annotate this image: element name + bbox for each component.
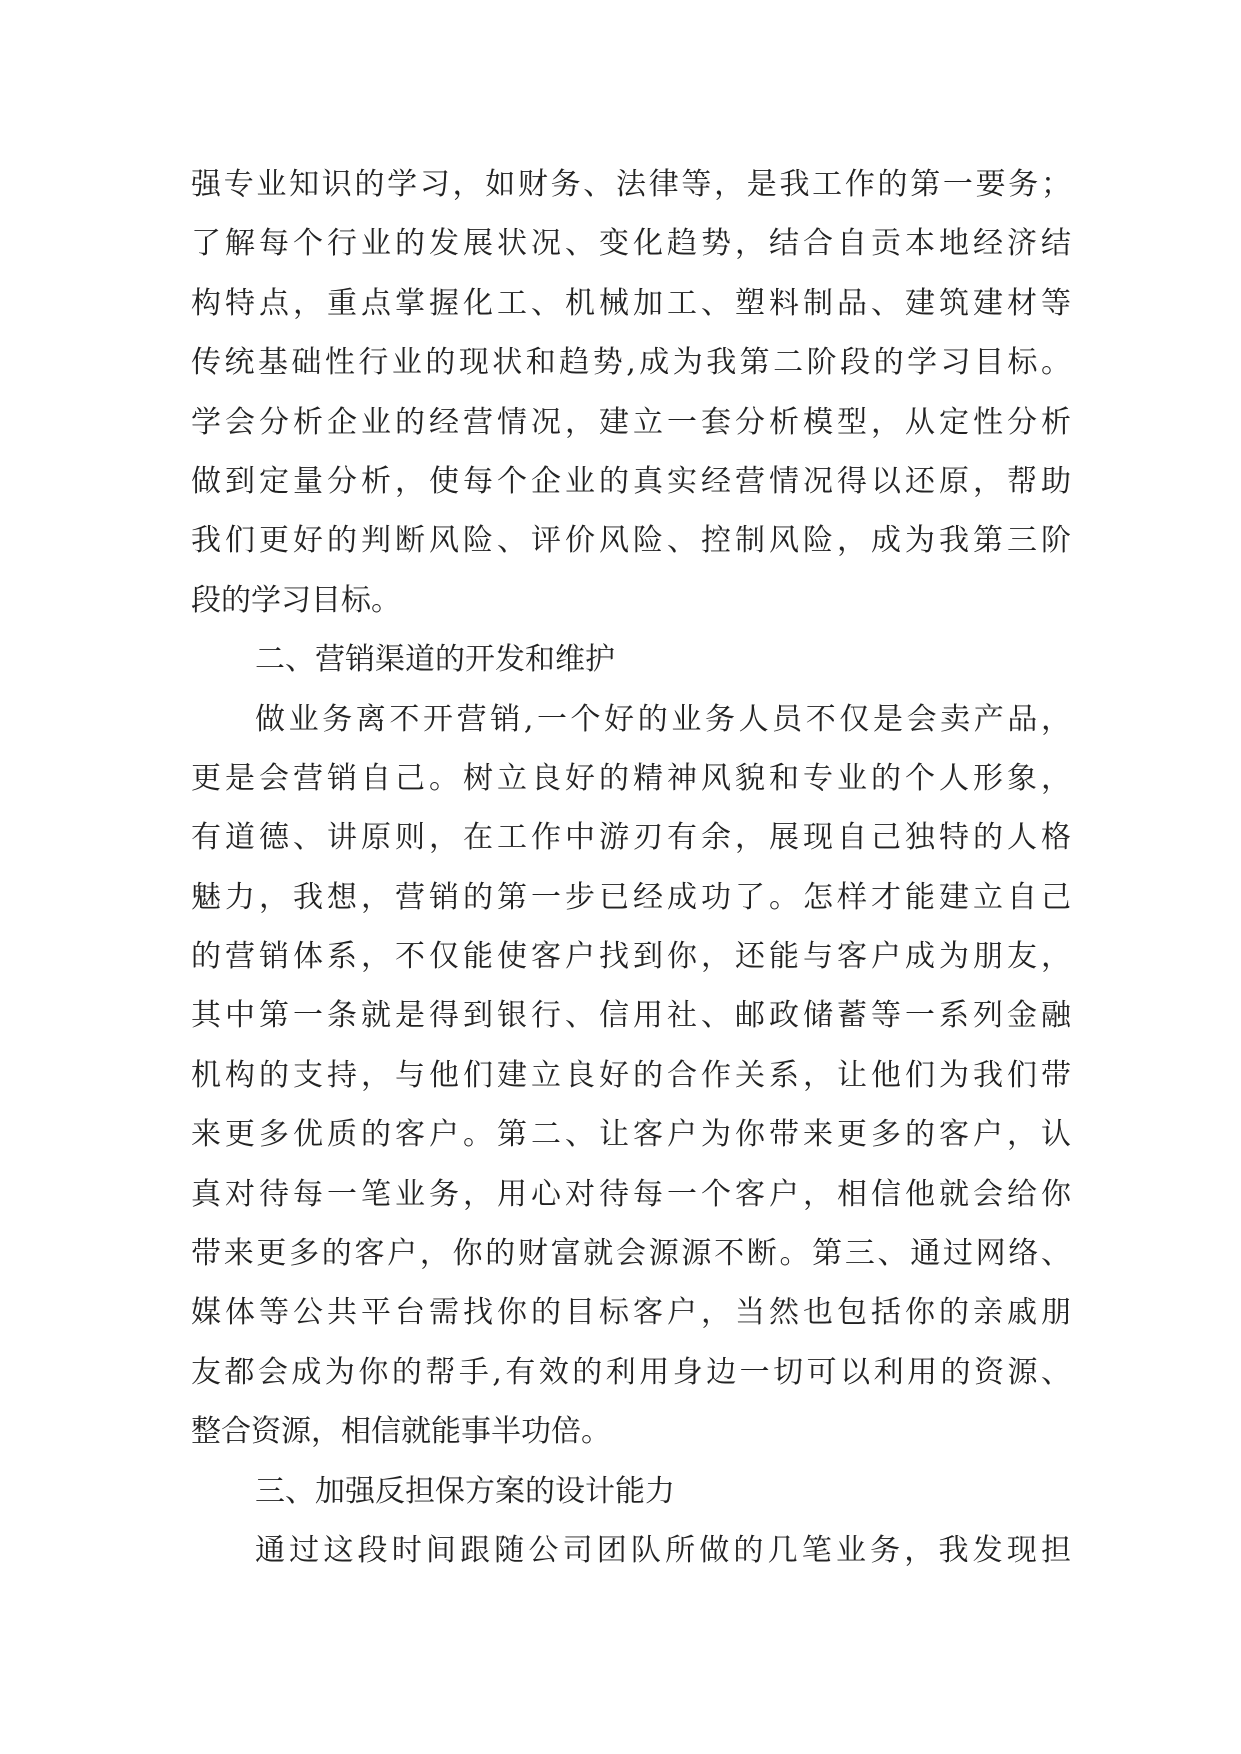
paragraph-line: 更是会营销自己。树立良好的精神风貌和专业的个人形象， [191, 760, 1071, 796]
paragraph-line: 构特点，重点掌握化工、机械加工、塑料制品、建筑建材等 [191, 285, 1071, 321]
paragraph-line: 做到定量分析，使每个企业的真实经营情况得以还原，帮助 [191, 463, 1071, 499]
paragraph-line: 来更多优质的客户。第二、让客户为你带来更多的客户，认 [191, 1117, 1071, 1153]
paragraph-line: 我们更好的判断风险、评价风险、控制风险，成为我第三阶 [191, 523, 1071, 559]
paragraph-line: 学会分析企业的经营情况，建立一套分析模型，从定性分析 [191, 404, 1071, 440]
paragraph-line: 机构的支持，与他们建立良好的合作关系，让他们为我们带 [191, 1057, 1071, 1093]
paragraph-line: 魅力，我想，营销的第一步已经成功了。怎样才能建立自己 [191, 879, 1071, 915]
paragraph-line: 带来更多的客户，你的财富就会源源不断。第三、通过网络、 [191, 1236, 1071, 1272]
paragraph-line: 友都会成为你的帮手,有效的利用身边一切可以利用的资源、 [191, 1354, 1071, 1390]
paragraph-line: 其中第一条就是得到银行、信用社、邮政储蓄等一系列金融 [191, 998, 1071, 1034]
paragraph-line: 整合资源，相信就能事半功倍。 [191, 1414, 611, 1450]
paragraph-line: 通过这段时间跟随公司团队所做的几笔业务，我发现担 [255, 1532, 1071, 1568]
paragraph-line: 段的学习目标。 [191, 582, 401, 618]
paragraph-line: 有道德、讲原则，在工作中游刃有余，展现自己独特的人格 [191, 820, 1071, 856]
section-heading: 三、加强反担保方案的设计能力 [255, 1473, 675, 1509]
paragraph-line: 了解每个行业的发展状况、变化趋势，结合自贡本地经济结 [191, 226, 1071, 262]
paragraph-line: 传统基础性行业的现状和趋势,成为我第二阶段的学习目标。 [191, 345, 1071, 381]
paragraph-line: 媒体等公共平台需找你的目标客户，当然也包括你的亲戚朋 [191, 1295, 1071, 1331]
paragraph-line: 真对待每一笔业务，用心对待每一个客户，相信他就会给你 [191, 1176, 1071, 1212]
document-body [191, 155, 1071, 1580]
paragraph-line: 做业务离不开营销,一个好的业务人员不仅是会卖产品， [255, 701, 1071, 737]
section-heading: 二、营销渠道的开发和维护 [255, 642, 615, 678]
paragraph-line: 强专业知识的学习，如财务、法律等，是我工作的第一要务； [191, 167, 1071, 202]
paragraph-line: 的营销体系，不仅能使客户找到你，还能与客户成为朋友， [191, 939, 1071, 975]
